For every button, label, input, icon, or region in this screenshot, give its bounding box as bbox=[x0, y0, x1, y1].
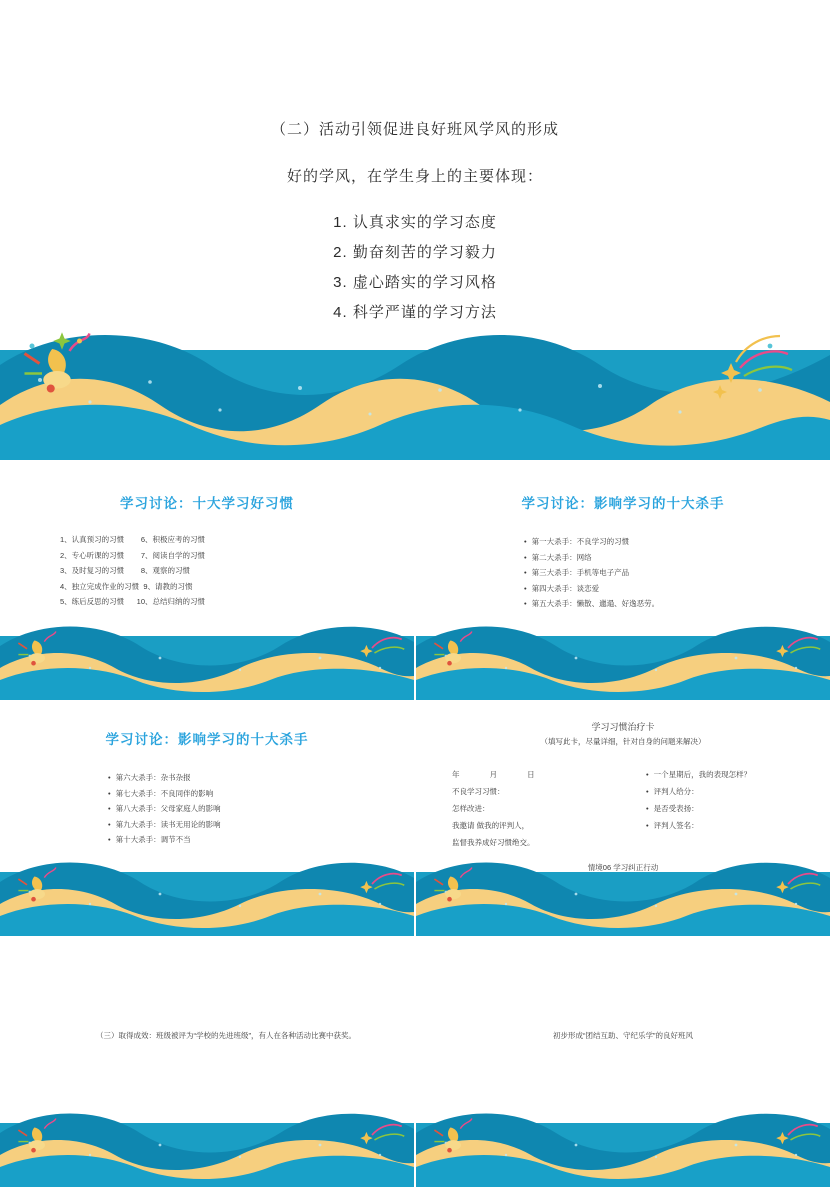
slide-2-list bbox=[60, 532, 205, 610]
slide-7-decorative-band bbox=[416, 1101, 830, 1187]
list-item: • 第十大杀手：调节不当 bbox=[108, 832, 221, 848]
slide-3-heading: 学习讨论：影响学习的十大杀手 bbox=[521, 496, 725, 511]
list-item: 怎样改进： bbox=[452, 804, 490, 813]
slide-5-subtitle: （填写此卡，尽量详细，针对自身的问题来解决） bbox=[540, 737, 706, 746]
list-item: 3、及时复习的习惯 8、观察的习惯 bbox=[60, 566, 191, 575]
list-item: 监督我养成好习惯绝交。 bbox=[452, 838, 535, 847]
slide-6 bbox=[0, 1000, 414, 1187]
slide-3 bbox=[416, 468, 830, 700]
slide-2-heading: 学习讨论：十大学习好习惯 bbox=[120, 496, 294, 511]
list-item: • 第二大杀手：网络 bbox=[524, 550, 659, 566]
list-item: 不良学习习惯： bbox=[452, 787, 505, 796]
list-item: 1、认真预习的习惯 6、积极应考的习惯 bbox=[60, 535, 206, 544]
list-item: • 第七大杀手：不良同伴的影响 bbox=[108, 786, 221, 802]
slide-2 bbox=[0, 468, 414, 700]
row-gutter bbox=[0, 936, 830, 1000]
slide-3-list bbox=[524, 534, 659, 612]
list-item: • 第五大杀手：懒散、邋遢、好逸恶劳。 bbox=[524, 596, 659, 612]
list-item: • 第四大杀手：谈恋爱 bbox=[524, 581, 659, 597]
band-graphic bbox=[0, 614, 414, 700]
slide-1-title: （二）活动引领促进良好班风学风的形成 bbox=[270, 121, 559, 138]
slide-1-decorative-band bbox=[0, 310, 830, 460]
list-item: 5、练后反思的习惯 10、总结归纳的习惯 bbox=[60, 597, 206, 606]
slide-5 bbox=[416, 704, 830, 936]
slide-2-decorative-band bbox=[0, 614, 414, 700]
band-graphic bbox=[0, 850, 414, 936]
list-item: • 第六大杀手：杂书杂报 bbox=[108, 770, 221, 786]
slide-4 bbox=[0, 704, 414, 936]
list-item: • 评判人给分： bbox=[646, 783, 751, 800]
list-item: 4、独立完成作业的习惯 9、请教的习惯 bbox=[60, 581, 193, 591]
slide-1-point-2: 2. 勤奋刻苦的学习毅力 bbox=[333, 244, 497, 261]
slide-5-title: 学习习惯治疗卡 bbox=[591, 722, 655, 732]
list-item: • 第九大杀手：读书无用论的影响 bbox=[108, 817, 221, 833]
slide-1-lead: 好的学风，在学生身上的主要体现： bbox=[286, 168, 543, 185]
list-item: • 一个星期后，我的表现怎样？ bbox=[646, 766, 751, 783]
slide-3-decorative-band bbox=[416, 614, 830, 700]
slide-4-decorative-band bbox=[0, 850, 414, 936]
list-item: • 第八大杀手：父母家庭人的影响 bbox=[108, 801, 221, 817]
slide-6-decorative-band bbox=[0, 1101, 414, 1187]
slide-7 bbox=[416, 1000, 830, 1187]
date-line: 年 月 日 bbox=[452, 770, 549, 779]
slide-1-point-3: 3. 虚心踏实的学习风格 bbox=[333, 274, 497, 291]
slide-1 bbox=[0, 0, 830, 460]
slide-5-left-column bbox=[452, 766, 549, 851]
band-graphic bbox=[0, 1101, 414, 1187]
slide-4-list bbox=[108, 770, 221, 848]
slide-4-heading: 学习讨论：影响学习的十大杀手 bbox=[105, 732, 309, 747]
list-item: • 是否受表扬： bbox=[646, 800, 751, 817]
column-gutter bbox=[414, 468, 416, 1187]
slide-7-note: 初步形成“团结互助、守纪乐学”的良好班风 bbox=[553, 1031, 693, 1040]
list-item: 2、专心听课的习惯 7、阅读自学的习惯 bbox=[60, 550, 206, 560]
band-graphic bbox=[416, 850, 830, 936]
slide-6-note: （三）取得成效：班级被评为“学校的先进班级”，有人在各种活动比赛中获奖。 bbox=[96, 1031, 356, 1040]
row-gutter bbox=[0, 700, 830, 704]
list-item: • 第一大杀手：不良学习的习惯 bbox=[524, 534, 659, 550]
slide-5-right-column bbox=[646, 766, 751, 834]
band-graphic bbox=[416, 614, 830, 700]
slide-5-footer: 情境06 学习纠正行动 bbox=[587, 863, 659, 872]
slide-5-decorative-band bbox=[416, 850, 830, 936]
list-item: 我邀请 做我的评判人， bbox=[452, 821, 530, 830]
slide-1-point-4: 4. 科学严谨的学习方法 bbox=[333, 304, 497, 321]
slide-1-content bbox=[0, 118, 830, 328]
list-item: • 评判人签名： bbox=[646, 817, 751, 834]
list-item: • 第三大杀手：手机等电子产品 bbox=[524, 565, 659, 581]
slide-1-point-1: 1. 认真求实的学习态度 bbox=[333, 214, 497, 231]
band-graphic bbox=[416, 1101, 830, 1187]
band-graphic bbox=[0, 310, 830, 460]
